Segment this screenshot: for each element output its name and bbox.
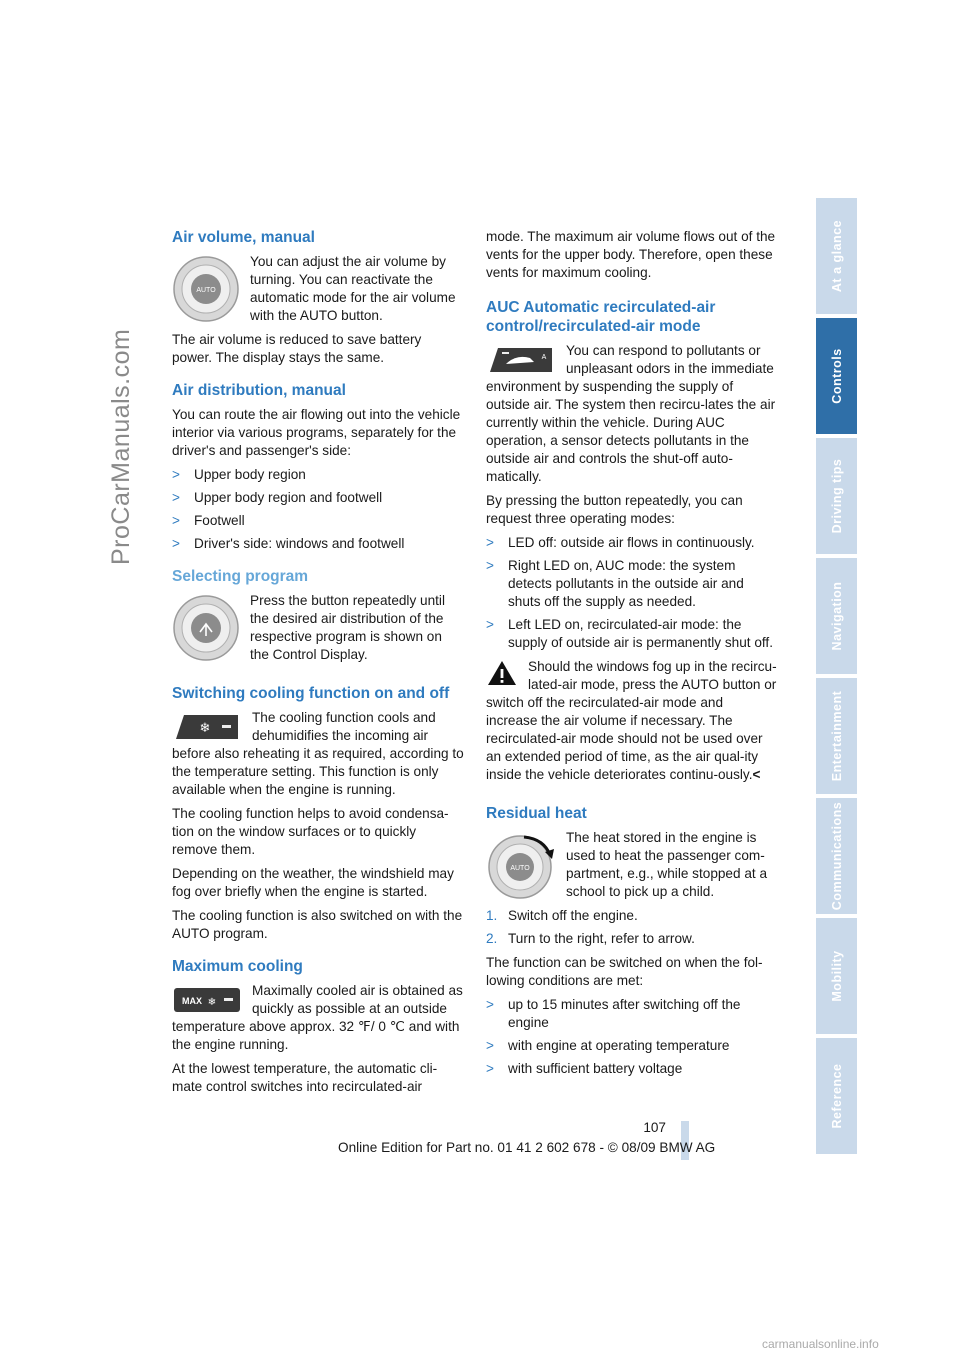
residual-heat-p2: The function can be switched on when the fol-lowing conditions are met: [486, 955, 763, 988]
heading-selecting-program: Selecting program [172, 568, 309, 585]
residual-heat-steps [486, 907, 778, 948]
section-air-volume [172, 228, 464, 367]
section-max-cooling [172, 957, 464, 1096]
air-distribution-intro: You can route the air flowing out into the vehicle interior via various programs, separately for the driver's and passenger's side: [172, 407, 461, 458]
air-volume-intro: You can adjust the air volume by turning. You can reactivate the automatic mode for the air volume with the AUTO button. [250, 254, 456, 323]
tab-entertainment[interactable]: Entertainment [816, 678, 857, 794]
tab-navigation[interactable]: Navigation [816, 558, 857, 674]
max-cooling-text: Maximally cooled air is obtained as quickly as possible at an outside temperature above approx. 32 ℉/ 0 ℃ and with the engine running. [172, 983, 463, 1052]
svg-text:A: A [541, 354, 547, 361]
air-distribution-list [172, 466, 464, 553]
site-watermark: carmanualsonline.info [762, 1337, 879, 1351]
list-item: > Driver's side: windows and footwell [172, 536, 405, 551]
list-item: > Right LED on, AUC mode: the system detects pollutants in the outside air and shuts off the supply as needed. [486, 558, 744, 609]
residual-heat-text: The heat stored in the engine is used to heat the passenger com-partment, e.g., while stopped at a school to pick up a child. [566, 830, 768, 899]
heading-air-volume: Air volume, manual [172, 229, 315, 246]
cooling-p4: The cooling function is also switched on with the AUTO program. [172, 908, 463, 941]
cooling-p2: The cooling function helps to avoid condensa-tion on the window surfaces or to quickly remove them. [172, 806, 449, 857]
list-item: > with sufficient battery voltage [486, 1061, 683, 1076]
page-number: 107 [643, 1120, 666, 1135]
max-button-icon [172, 984, 242, 1016]
heading-air-distribution: Air distribution, manual [172, 382, 346, 399]
max-cooling-p2: At the lowest temperature, the automatic cli-mate control switches into recirculated-air [172, 1061, 438, 1094]
svg-text:MAX: MAX [182, 996, 202, 1006]
tab-reference[interactable]: Reference [816, 1038, 857, 1154]
snowflake-button-icon [172, 711, 242, 743]
auto-knob-icon [172, 255, 240, 323]
svg-text:AUTO: AUTO [510, 865, 530, 872]
warning-icon [486, 659, 518, 687]
footer-text: Online Edition for Part no. 01 41 2 602 678 - © 08/09 BMW AG [338, 1140, 716, 1155]
list-item: > Upper body region and footwell [172, 490, 383, 505]
residual-heat-conditions [486, 996, 778, 1078]
auc-p2: By pressing the button repeatedly, you can request three operating modes: [486, 493, 743, 526]
section-residual-heat [486, 804, 778, 1078]
svg-text:❄: ❄ [207, 997, 217, 1008]
list-item: > Upper body region [172, 467, 306, 482]
list-item: 2. Turn to the right, refer to arrow. [486, 931, 695, 946]
chapter-tabs [816, 198, 857, 1158]
auc-button-icon [486, 344, 556, 376]
residual-heat-knob-icon [486, 831, 556, 901]
watermark-text: ProCarManuals.com [107, 328, 135, 565]
svg-text:AUTO: AUTO [196, 287, 216, 294]
cooling-p3: Depending on the weather, the windshield may fog over briefly when the engine is started. [172, 866, 454, 899]
section-selecting-program [172, 567, 464, 670]
selecting-program-text: Press the button repeatedly until the desired air distribution of the respective program is shown on the Control Display. [250, 593, 445, 662]
section-cooling [172, 684, 464, 943]
tab-at-a-glance[interactable]: At a glance [816, 198, 857, 314]
list-item: > up to 15 minutes after switching off the engine [486, 997, 741, 1030]
list-item: > Footwell [172, 513, 245, 528]
heading-max-cooling: Maximum cooling [172, 958, 303, 975]
section-auc [486, 298, 778, 790]
heading-residual-heat: Residual heat [486, 805, 587, 822]
continued-text: mode. The maximum air volume flows out of the vents for the upper body. Therefore, open these vents for maximum cooling. [486, 229, 776, 280]
auc-modes-list [486, 534, 778, 652]
section-air-distribution [172, 381, 464, 553]
auc-text: You can respond to pollutants or unpleasant odors in the immediate environment by suspending the supply of outside air. The system then recircu-lates the air currently within the vehicle. During AUC operation, a sensor detects pollutants in the outside air and controls the shut-off auto-matically. [486, 343, 776, 484]
air-volume-note: The air volume is reduced to save battery power. The display stays the same. [172, 332, 422, 365]
cooling-text: The cooling function cools and dehumidifies the incoming air before also reheating it as required, according to the temperature setting. This function is only available when the engine is running. [172, 710, 464, 797]
list-item: > Left LED on, recirculated-air mode: the supply of outside air is permanently shut off. [486, 617, 773, 650]
heading-cooling: Switching cooling function on and off [172, 685, 450, 702]
tab-mobility[interactable]: Mobility [816, 918, 857, 1034]
tab-communications[interactable]: Communications [816, 798, 857, 914]
left-column [172, 228, 464, 1110]
right-column [486, 228, 778, 1092]
tab-controls[interactable]: Controls [816, 318, 857, 434]
list-item: > with engine at operating temperature [486, 1038, 730, 1053]
heading-auc: AUC Automatic recirculated-air control/recirculated-air mode [486, 299, 716, 335]
tab-driving-tips[interactable]: Driving tips [816, 438, 857, 554]
warning-text: Should the windows fog up in the recircu-lated-air mode, press the AUTO button or switch off the recirculated-air mode and increase the air volume if necessary. The recirculated-air mode should not be used over an extended period of time, as the air qual-ity inside the vehicle deteriorates continu-ously.< [486, 659, 777, 782]
list-item: > LED off: outside air flows in continuously. [486, 535, 755, 550]
air-distribution-knob-icon [172, 594, 240, 662]
svg-text:❄: ❄ [199, 721, 211, 736]
list-item: 1. Switch off the engine. [486, 908, 638, 923]
